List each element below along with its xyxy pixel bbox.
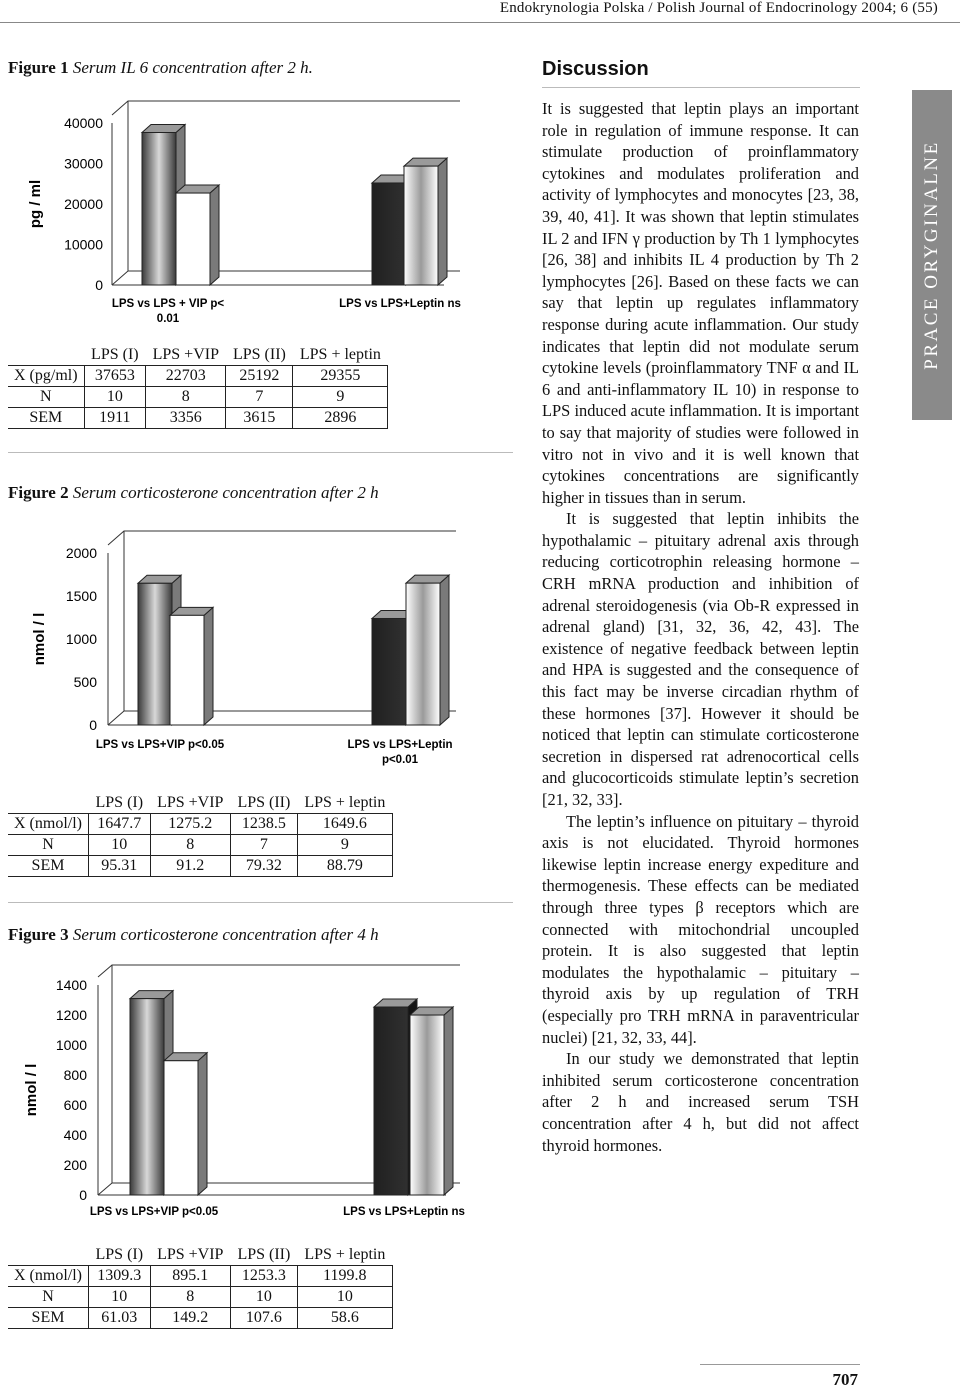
table-cell: 107.6 — [230, 1308, 297, 1329]
table-row — [8, 1287, 392, 1308]
table-row-label: N — [8, 835, 89, 856]
table-row — [8, 835, 392, 856]
bar-side — [444, 1007, 453, 1195]
table-cell: 7 — [226, 387, 293, 408]
discussion-body — [542, 98, 859, 1156]
table-cell: 22703 — [146, 366, 226, 387]
table-cell: 25192 — [226, 366, 293, 387]
y-tick-label: 200 — [63, 1157, 87, 1173]
bar-front — [138, 583, 172, 725]
y-tick-label: 2000 — [65, 545, 97, 561]
table-cell: 9 — [297, 835, 392, 856]
y-tick-label: 1400 — [55, 977, 87, 993]
group-label: LPS vs LPS + VIP p< — [111, 298, 225, 310]
table-cell: 8 — [150, 835, 230, 856]
y-tick-label: 1000 — [55, 1037, 87, 1053]
y-tick-label: 800 — [63, 1067, 87, 1083]
bar — [176, 185, 219, 285]
figure-1-caption: Serum IL 6 concentration after 2 h. — [72, 58, 313, 77]
page-number: 707 — [832, 1370, 858, 1389]
table-column-header: LPS + leptin — [299, 346, 381, 363]
y-axis-label: nmol / l — [31, 612, 48, 666]
table-row-label: X (nmol/l) — [8, 814, 89, 835]
y-tick-label: 600 — [63, 1097, 87, 1113]
bar-front — [372, 183, 406, 285]
table-cell: 1649.6 — [297, 814, 392, 835]
table-row — [8, 814, 392, 835]
table-corner — [8, 793, 89, 814]
figure-1-chart — [0, 105, 520, 335]
table-cell: 1647.7 — [89, 814, 151, 835]
y-tick-label: 0 — [79, 1187, 87, 1203]
table-cell: 88.79 — [297, 856, 392, 877]
bar-front — [170, 615, 204, 725]
table-cell: 10 — [297, 1287, 392, 1308]
table-cell: 1275.2 — [150, 814, 230, 835]
table-cell: 58.6 — [297, 1308, 392, 1329]
bar — [406, 575, 449, 725]
group-label: LPS vs LPS+VIP p<0.05 — [89, 1206, 219, 1218]
table-cell: 8 — [150, 1287, 230, 1308]
discussion-paragraph: The leptin’s influence on pituitary – thyroid axis is not elucidated. Thyroid hormones likewise leptin increase energy expediture and thermogenesis. These effects can be mediated through three types β receptors which are connected with mitochondrial uncoupled protein. It is also suggested that leptin modulates the hypothalamic – pituitary – thyroid axis by up regulation of TRH (especially pro TRH mRNA in paraventricular nuclei) [21, 32, 33, 44]. — [542, 811, 859, 1047]
discussion-paragraph: It is suggested that leptin inhibits the hypothalamic – pituitary adrenal axis through reducing corticotrophin releasing hormone – CRH mRNA production and inhibition of adrenal steroidogenesis (via Ob-R expressed in adrenal gland) [31, 32, 36, 42, 43]. The existence of negative feedback between leptin and HPA is suggested and the consequence of this fact may be inverse circadian rhythm of these hormones [37]. However it should be noticed that leptin can stimulate corticosterone secretion in dispersed rat adrenocortical cells and glucocorticoids stimulate leptin’s secretion [21, 32, 33]. — [542, 509, 859, 809]
table-row — [8, 1266, 392, 1287]
y-tick-label: 400 — [63, 1127, 87, 1143]
figure-3-chart — [0, 965, 520, 1227]
table-row-label: SEM — [8, 408, 84, 429]
figure-2-label: Figure 2 — [8, 483, 69, 502]
figure-3-caption: Serum corticosterone concentration after 4 h — [72, 925, 379, 944]
table-cell: 91.2 — [150, 856, 230, 877]
figure-1-label: Figure 1 — [8, 58, 69, 77]
table-column-header: LPS +VIP — [157, 1246, 224, 1263]
group-label: LPS vs LPS+Leptin ns — [343, 1206, 465, 1218]
y-tick-label: 1500 — [65, 588, 97, 604]
bar — [164, 1053, 207, 1195]
y-tick-label: 30000 — [64, 155, 103, 172]
table-corner — [8, 345, 84, 366]
table-row-label: X (pg/ml) — [8, 366, 84, 387]
y-tick-label: 1200 — [55, 1007, 87, 1023]
group-label: 0.01 — [156, 313, 180, 325]
discussion-heading: Discussion — [542, 58, 649, 80]
table-row-label: N — [8, 387, 84, 408]
y-tick-label: 1000 — [65, 631, 97, 647]
header-rule — [0, 22, 960, 23]
figure-2-title — [8, 483, 379, 503]
discussion-paragraph: In our study we demonstrated that leptin inhibited serum corticosterone concentration after 2 h and increased serum TSH concentration after 4 h, but did not affect thyroid hormones. — [542, 1049, 859, 1155]
group-label: LPS vs LPS+Leptin ns — [339, 298, 461, 310]
figure-3-table — [8, 1245, 393, 1329]
figure-2-rule — [8, 902, 513, 903]
table-column-header: LPS (II) — [232, 346, 286, 363]
group-label: LPS vs LPS+VIP p<0.05 — [95, 739, 225, 751]
table-cell: 61.03 — [89, 1308, 151, 1329]
figure-2-caption: Serum corticosterone concentration after 2 h — [72, 483, 379, 502]
y-tick-label: 0 — [95, 277, 103, 293]
figure-3-title — [8, 925, 379, 945]
figure-2-chart — [0, 525, 520, 775]
section-banner — [912, 90, 952, 420]
bar-side — [210, 185, 219, 285]
table-cell: 1911 — [84, 408, 146, 429]
table-cell: 3615 — [226, 408, 293, 429]
table-cell: 895.1 — [150, 1266, 230, 1287]
bar-front — [142, 133, 176, 285]
table-row — [8, 366, 388, 387]
table-row-label: SEM — [8, 856, 89, 877]
y-axis-label: pg / ml — [27, 179, 44, 229]
y-tick-label: 500 — [73, 674, 97, 690]
table-corner — [8, 1245, 89, 1266]
table-cell: 95.31 — [89, 856, 151, 877]
running-head: Endokrynologia Polska / Polish Journal of Endocrinology 2004; 6 (55) — [499, 0, 938, 16]
discussion-paragraph: It is suggested that leptin plays an important role in regulation of immune response. It can stimulate production of proinflammatory cytokines and modulates proliferation and activity of lymphocytes and monocytes [23, 38, 39, 40, 41]. It was shown that leptin stimulates IL 2 and IFN γ production by Th 1 lymphocytes [26, 38] and inhibits IL 4 production by Th 2 lymphocytes [26]. Based on these facts we can say that leptin up regulates inflammatory response during acute inflammation. Our study indicates that leptin did not modulate serum cytokine levels (proinflammatory TNF α and IL 6 and anti-inflammatory IL 10) in response to LPS induced acute inflammation. It is important to say that majority of studies were followed in vitro not in vivo and it is well known that cytokines concentrations are significantly higher in tissues than in serum. — [542, 99, 859, 507]
table-row — [8, 856, 392, 877]
figure-2-table — [8, 793, 393, 877]
table-cell: 1199.8 — [297, 1266, 392, 1287]
y-axis-label: nmol / l — [23, 1063, 40, 1117]
table-row-label: N — [8, 1287, 89, 1308]
bar — [170, 607, 213, 725]
bar-side — [204, 607, 213, 725]
table-cell: 149.2 — [150, 1308, 230, 1329]
section-banner-label: PRACE ORYGINALNE — [921, 140, 942, 370]
table-cell: 79.32 — [230, 856, 297, 877]
bar — [410, 1007, 453, 1195]
table-column-header: LPS +VIP — [152, 346, 219, 363]
table-cell: 1238.5 — [230, 814, 297, 835]
table-column-header: LPS + leptin — [304, 794, 386, 811]
table-column-header: LPS (II) — [237, 794, 291, 811]
table-cell: 10 — [89, 1287, 151, 1308]
bar-side — [438, 158, 447, 285]
table-row-label: X (nmol/l) — [8, 1266, 89, 1287]
figure-1-table — [8, 345, 388, 429]
table-column-header: LPS (II) — [237, 1246, 291, 1263]
table-cell: 10 — [84, 387, 146, 408]
group-label: p<0.01 — [381, 754, 419, 766]
bar-side — [440, 575, 449, 725]
group-label: LPS vs LPS+Leptin — [347, 739, 453, 751]
table-cell: 2896 — [293, 408, 388, 429]
table-row — [8, 1308, 392, 1329]
table-column-header: LPS (I) — [95, 794, 144, 811]
y-tick-label: 10000 — [64, 236, 103, 253]
table-column-header: LPS (I) — [95, 1246, 144, 1263]
bar-front — [164, 1061, 198, 1195]
table-cell: 10 — [89, 835, 151, 856]
table-cell: 29355 — [293, 366, 388, 387]
bar-front — [410, 1015, 444, 1195]
table-cell: 8 — [146, 387, 226, 408]
table-cell: 9 — [293, 387, 388, 408]
table-column-header: LPS (I) — [91, 346, 139, 363]
bar — [404, 158, 447, 285]
bar-side — [198, 1053, 207, 1195]
bar-front — [406, 583, 440, 725]
table-cell: 1309.3 — [89, 1266, 151, 1287]
table-cell: 7 — [230, 835, 297, 856]
bar-front — [374, 1007, 408, 1195]
bar-front — [130, 999, 164, 1195]
table-row — [8, 408, 388, 429]
figure-3-label: Figure 3 — [8, 925, 69, 944]
table-cell: 37653 — [84, 366, 146, 387]
y-tick-label: 0 — [89, 717, 97, 733]
bar-front — [176, 193, 210, 285]
table-column-header: LPS + leptin — [304, 1246, 386, 1263]
discussion-rule — [542, 87, 860, 88]
figure-1-rule — [8, 452, 513, 453]
table-cell: 1253.3 — [230, 1266, 297, 1287]
y-tick-label: 20000 — [64, 196, 103, 212]
table-column-header: LPS +VIP — [157, 794, 224, 811]
table-cell: 10 — [230, 1287, 297, 1308]
figure-1-title — [8, 58, 313, 78]
footer-rule — [700, 1364, 860, 1365]
table-row — [8, 387, 388, 408]
table-row-label: SEM — [8, 1308, 89, 1329]
bar-front — [404, 166, 438, 285]
bar-front — [372, 618, 406, 725]
table-cell: 3356 — [146, 408, 226, 429]
y-tick-label: 40000 — [64, 115, 103, 131]
